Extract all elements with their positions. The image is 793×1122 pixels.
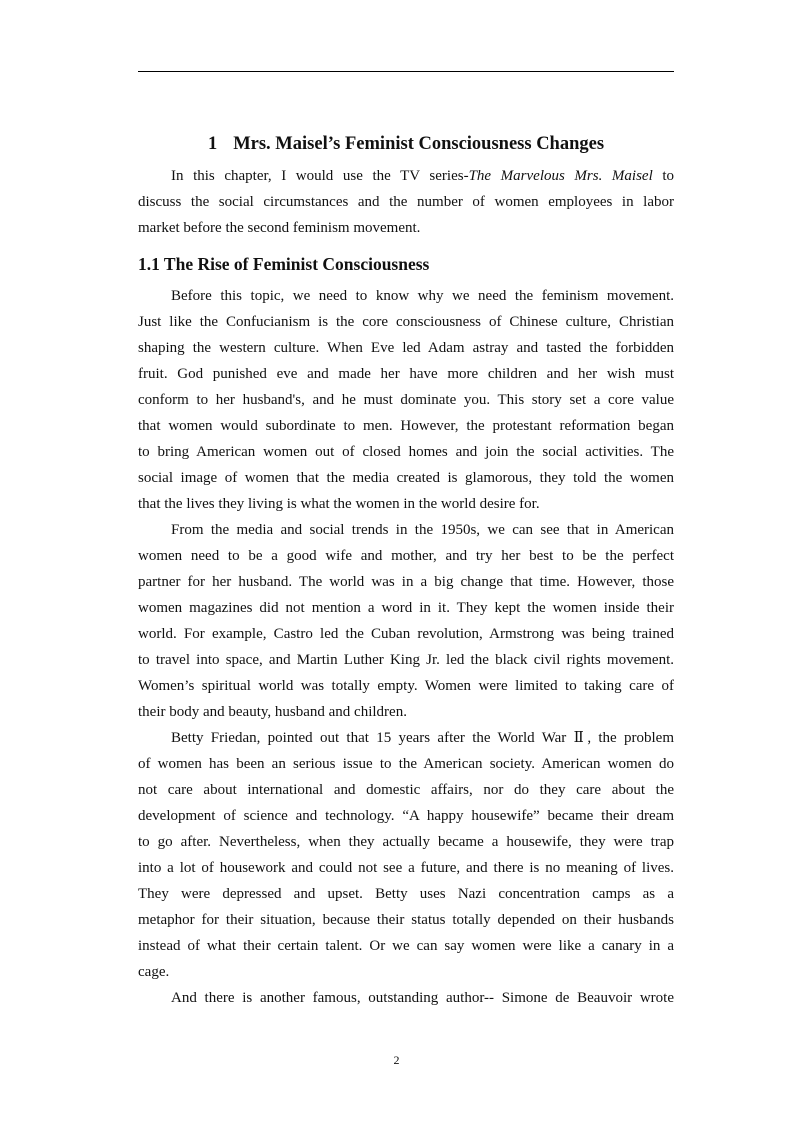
paragraph-line: to travel into space, and Martin Luther King Jr. led the black civil rights movement. <box>138 652 674 668</box>
paragraph-line: From the media and social trends in the 1950s, we can see that in American <box>171 522 674 538</box>
paragraph-line: Just like the Confucianism is the core consciousness of Chinese culture, Christian <box>138 314 674 330</box>
body-paragraph <box>138 517 674 725</box>
paragraph-line: their body and beauty, husband and children. <box>138 704 407 720</box>
paragraph-line: instead of what their certain talent. Or we can say women were like a canary in a <box>138 938 674 954</box>
paragraph-line: Women’s spiritual world was totally empty. Women were limited to taking care of <box>138 678 674 694</box>
paragraph-line: development of science and technology. “A happy housewife” became their dream <box>138 808 674 824</box>
paragraph-line: fruit. God punished eve and made her have more children and her wish must <box>138 366 674 382</box>
paragraph-line: that women would subordinate to men. However, the protestant reformation began <box>138 418 674 434</box>
page-number: 2 <box>393 1053 400 1067</box>
paragraph-line: not care about international and domestic affairs, nor do they care about the <box>138 782 674 798</box>
paragraph-line: Betty Friedan, pointed out that 15 years after the World War Ⅱ, the problem <box>171 730 674 746</box>
paragraph-line: into a lot of housework and could not see a future, and there is no meaning of lives. <box>138 860 674 876</box>
header-rule <box>138 71 674 72</box>
intro-line-1: In this chapter, I would use the TV series-The Marvelous Mrs. Maisel to <box>171 168 675 184</box>
paragraph-line: And there is another famous, outstanding author-- Simone de Beauvoir wrote <box>171 990 674 1006</box>
paragraph-line: social image of women that the media created is glamorous, they told the women <box>138 470 674 486</box>
body-paragraph <box>138 283 674 517</box>
chapter-number: 1 <box>207 134 218 154</box>
paragraph-line: to bring American women out of closed homes and join the social activities. The <box>138 444 674 460</box>
body-paragraph <box>138 725 674 985</box>
paragraph-line: that the lives they living is what the women in the world desire for. <box>138 496 540 512</box>
paragraph-line: metaphor for their situation, because their status totally depended on their husbands <box>138 912 674 928</box>
paragraph-line: conform to her husband's, and he must dominate you. This story set a core value <box>138 392 674 408</box>
chapter-title <box>138 131 674 157</box>
intro-line-2: discuss the social circumstances and the number of women employees in labor <box>138 194 674 210</box>
paragraph-line: shaping the western culture. When Eve led Adam astray and tasted the forbidden <box>138 340 674 356</box>
section-title: 1.1 The Rise of Feminist Consciousness <box>138 254 430 274</box>
intro-paragraph <box>138 163 674 241</box>
section-paragraphs <box>138 283 674 1011</box>
paragraph-line: They were depressed and upset. Betty uses Nazi concentration camps as a <box>138 886 674 902</box>
intro-line-3: market before the second feminism movement. <box>138 220 421 236</box>
chapter-title-text: Mrs. Maisel’s Feminist Consciousness Changes <box>233 134 605 154</box>
paragraph-line: to go after. Nevertheless, when they actually became a housewife, they were trap <box>138 834 674 850</box>
page-body <box>138 131 674 1011</box>
paragraph-line: world. For example, Castro led the Cuban revolution, Armstrong was being trained <box>138 626 674 642</box>
paragraph-line: women need to be a good wife and mother, and try her best to be the perfect <box>138 548 674 564</box>
paragraph-line: cage. <box>138 964 170 980</box>
paragraph-line: partner for her husband. The world was in a big change that time. However, those <box>138 574 674 590</box>
body-paragraph <box>138 985 674 1011</box>
series-title: The Marvelous Mrs. Maisel <box>468 168 653 184</box>
paragraph-line: women magazines did not mention a word in it. They kept the women inside their <box>138 600 674 616</box>
paragraph-line: of women has been an serious issue to the American society. American women do <box>138 756 674 772</box>
paragraph-line: Before this topic, we need to know why we need the feminism movement. <box>171 288 674 304</box>
